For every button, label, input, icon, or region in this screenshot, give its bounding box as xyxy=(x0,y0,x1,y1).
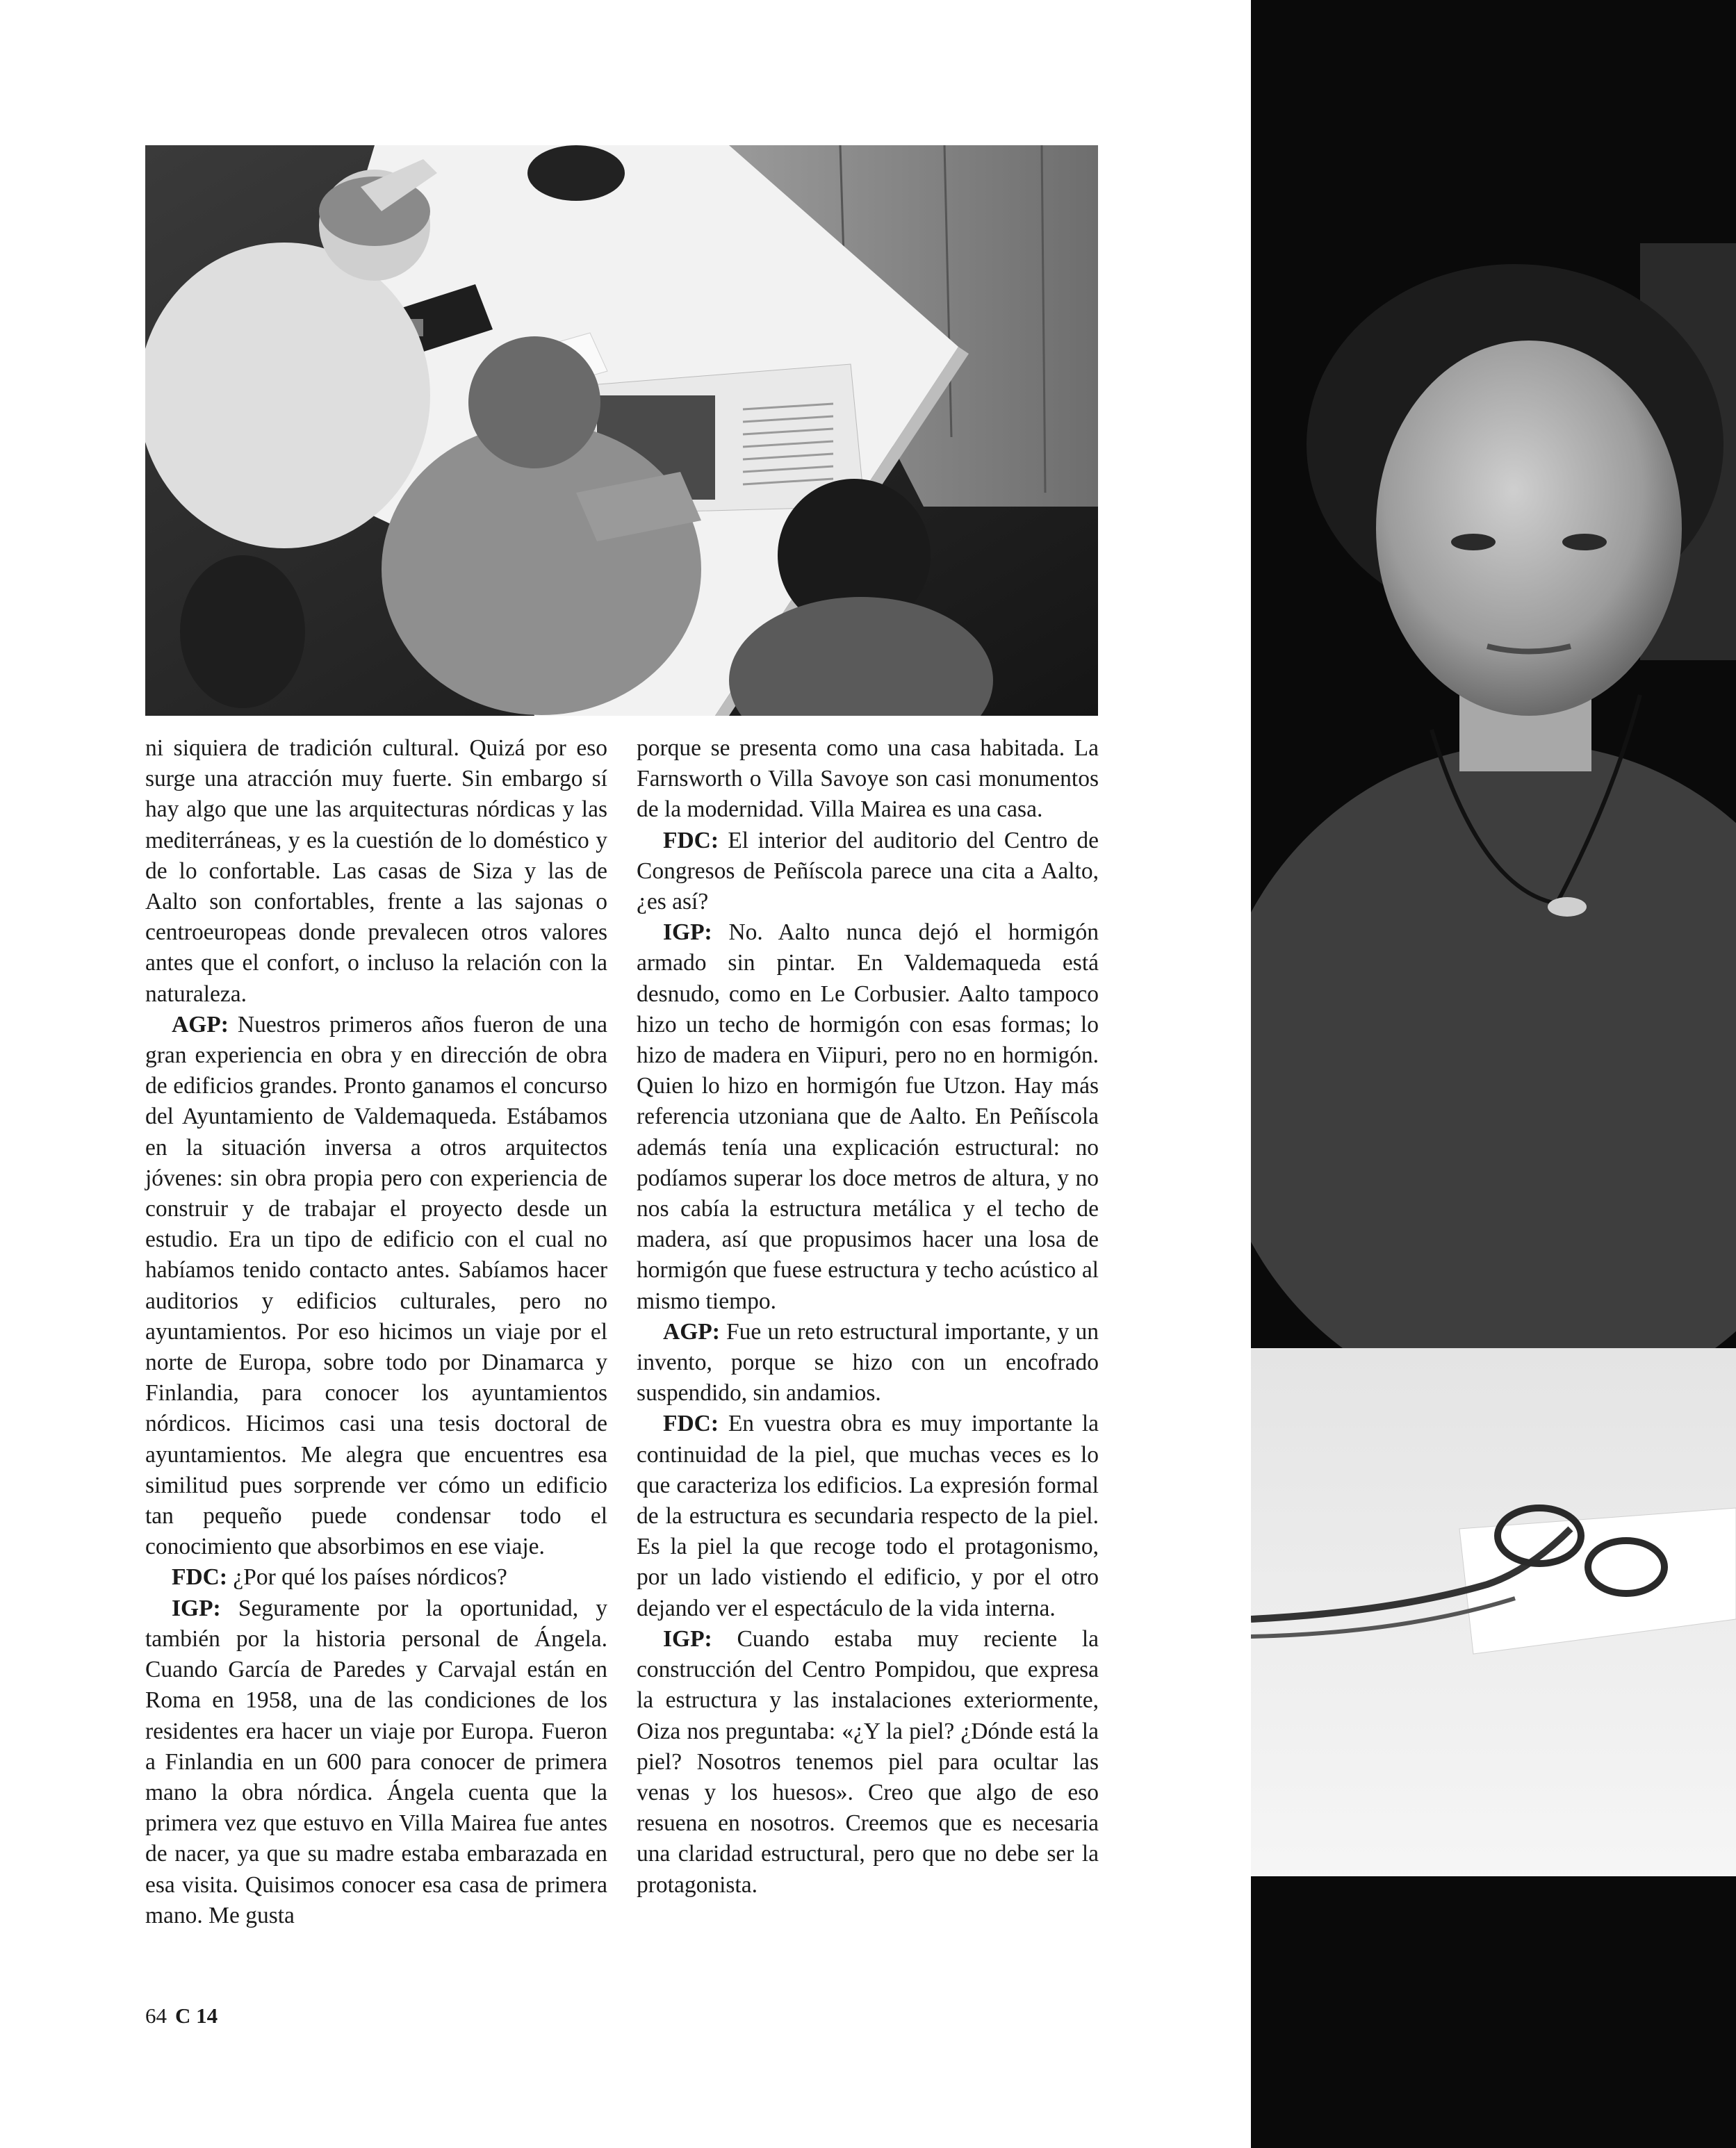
meeting-photo xyxy=(145,145,1098,716)
paragraph xyxy=(145,1593,607,1931)
page-number: 64 xyxy=(145,2003,167,2028)
paragraph xyxy=(637,1624,1099,1901)
magazine-name: C 14 xyxy=(175,2003,218,2028)
speaker-label: FDC: xyxy=(663,1411,719,1437)
text-column-left xyxy=(145,733,607,1931)
speaker-label: IGP: xyxy=(663,919,712,946)
paragraph xyxy=(145,733,607,1010)
paragraph-text: Seguramente por la oportunidad, y también por la historia personal de Ángela. Cuando García de Paredes y Carvajal están en Roma en 1958, una de las condiciones de los residentes era hacer un viaje por Europa. Fueron a Finlandia en un 600 para conocer de primera mano la obra nórdica. Ángela cuenta que la primera vez que estuvo en Villa Mairea fue antes de nacer, ya que su madre estaba embarazada en esa visita. Quisimos conocer esa casa de primera mano. Me gusta xyxy=(145,1595,607,1928)
paragraph-text: En vuestra obra es muy importante la continuidad de la piel, que muchas veces es lo que caracteriza los edificios. La expresión formal de la estructura es secundaria respecto de la piel. Es la piel la que recoge todo el protagonismo, por un lado vistiendo el edificio, y por el otro dejando ver el espectáculo de la vida interna. xyxy=(637,1411,1099,1621)
paragraph xyxy=(637,733,1099,826)
speaker-label: FDC: xyxy=(663,827,719,853)
paragraph-text: Nuestros primeros años fueron de una gran experiencia en obra y en dirección de obra de edificios grandes. Pronto ganamos el concurso del Ayuntamiento de Valdemaqueda. Estábamos en la situación inversa a otros arquitectos jóvenes: sin obra propia pero con experiencia de construir y de trabajar el proyecto desde un estudio. Era un tipo de edificio con el cual no habíamos tenido contacto antes. Sabíamos hacer auditorios y edificios culturales, pero no ayuntamientos. Por eso hicimos un viaje por el norte de Europa, sobre todo por Dinamarca y Finlandia, para conocer los ayuntamientos nórdicos. Hicimos casi una tesis doctoral de ayuntamientos. Me alegra que encuentres esa similitud pues sorprende ver cómo un edificio tan pequeño puede condensar todo el conocimiento que absorbimos en ese viaje. xyxy=(145,1011,608,1560)
speaker-label: IGP: xyxy=(663,1625,712,1652)
paragraph-text: porque se presenta como una casa habitada. La Farnsworth o Villa Savoye son casi monumentos de la modernidad. Villa Mairea es una casa. xyxy=(637,735,1099,823)
portrait-photo-graphic xyxy=(1251,0,1736,2148)
portrait-photo xyxy=(1251,0,1736,2148)
speaker-label: IGP: xyxy=(172,1595,221,1621)
paragraph-text: ni siquiera de tradición cultural. Quizá por eso surge una atracción muy fuerte. Sin embargo sí hay algo que une las arquitecturas nórdicas y las mediterráneas, y es la cuestión de lo doméstico y de lo confortable. Las casas de Siza y las de Aalto son confortables, frente a las sajonas o centroeuropeas donde prevalecen otros valores antes que el confort, o incluso la relación con la naturaleza. xyxy=(145,735,607,1007)
speaker-label: AGP: xyxy=(172,1011,229,1038)
paragraph-text: No. Aalto nunca dejó el hormigón armado sin pintar. En Valdemaqueda está desnudo, como en Le Corbusier. Aalto tampoco hizo un techo de hormigón con esas formas; lo hizo de madera en Viipuri, pero no en hormigón. Quien lo hizo en hormigón fue Utzon. Hay más referencia utzoniana que de Aalto. En Peñíscola además tenía una explicación estructural: no podíamos superar los doce metros de altura, y no nos cabía la estructura metálica y el techo de madera, así que propusimos hacer una losa de hormigón que fuese estructura y techo acústico al mismo tiempo. xyxy=(637,919,1099,1314)
paragraph xyxy=(637,1317,1099,1409)
text-column-right xyxy=(637,733,1099,1901)
paragraph-text: El interior del auditorio del Centro de Congresos de Peñíscola parece una cita a Aalto, ¿es así? xyxy=(637,827,1099,915)
paragraph xyxy=(145,1562,607,1593)
meeting-photo-graphic xyxy=(145,145,1098,716)
speaker-label: FDC: xyxy=(172,1564,228,1591)
paragraph xyxy=(145,1010,607,1563)
paragraph-text: Cuando estaba muy reciente la construcción del Centro Pompidou, que expresa la estructura y las instalaciones exteriormente, Oiza nos preguntaba: «¿Y la piel? ¿Dónde está la piel? Nosotros tenemos piel para ocultar las venas y los huesos». Creo que algo de eso resuena en nosotros. Creemos que es necesaria una claridad estructural, pero que no debe ser la protagonista. xyxy=(637,1625,1099,1898)
paragraph xyxy=(637,826,1099,918)
paragraph-text: ¿Por qué los países nórdicos? xyxy=(233,1564,507,1591)
paragraph xyxy=(637,1409,1099,1623)
speaker-label: AGP: xyxy=(663,1318,720,1345)
paragraph xyxy=(637,917,1099,1317)
paragraph-text: Fue un reto estructural importante, y un invento, porque se hizo con un encofrado suspendido, sin andamios. xyxy=(637,1318,1099,1407)
page-folio xyxy=(145,2003,218,2028)
